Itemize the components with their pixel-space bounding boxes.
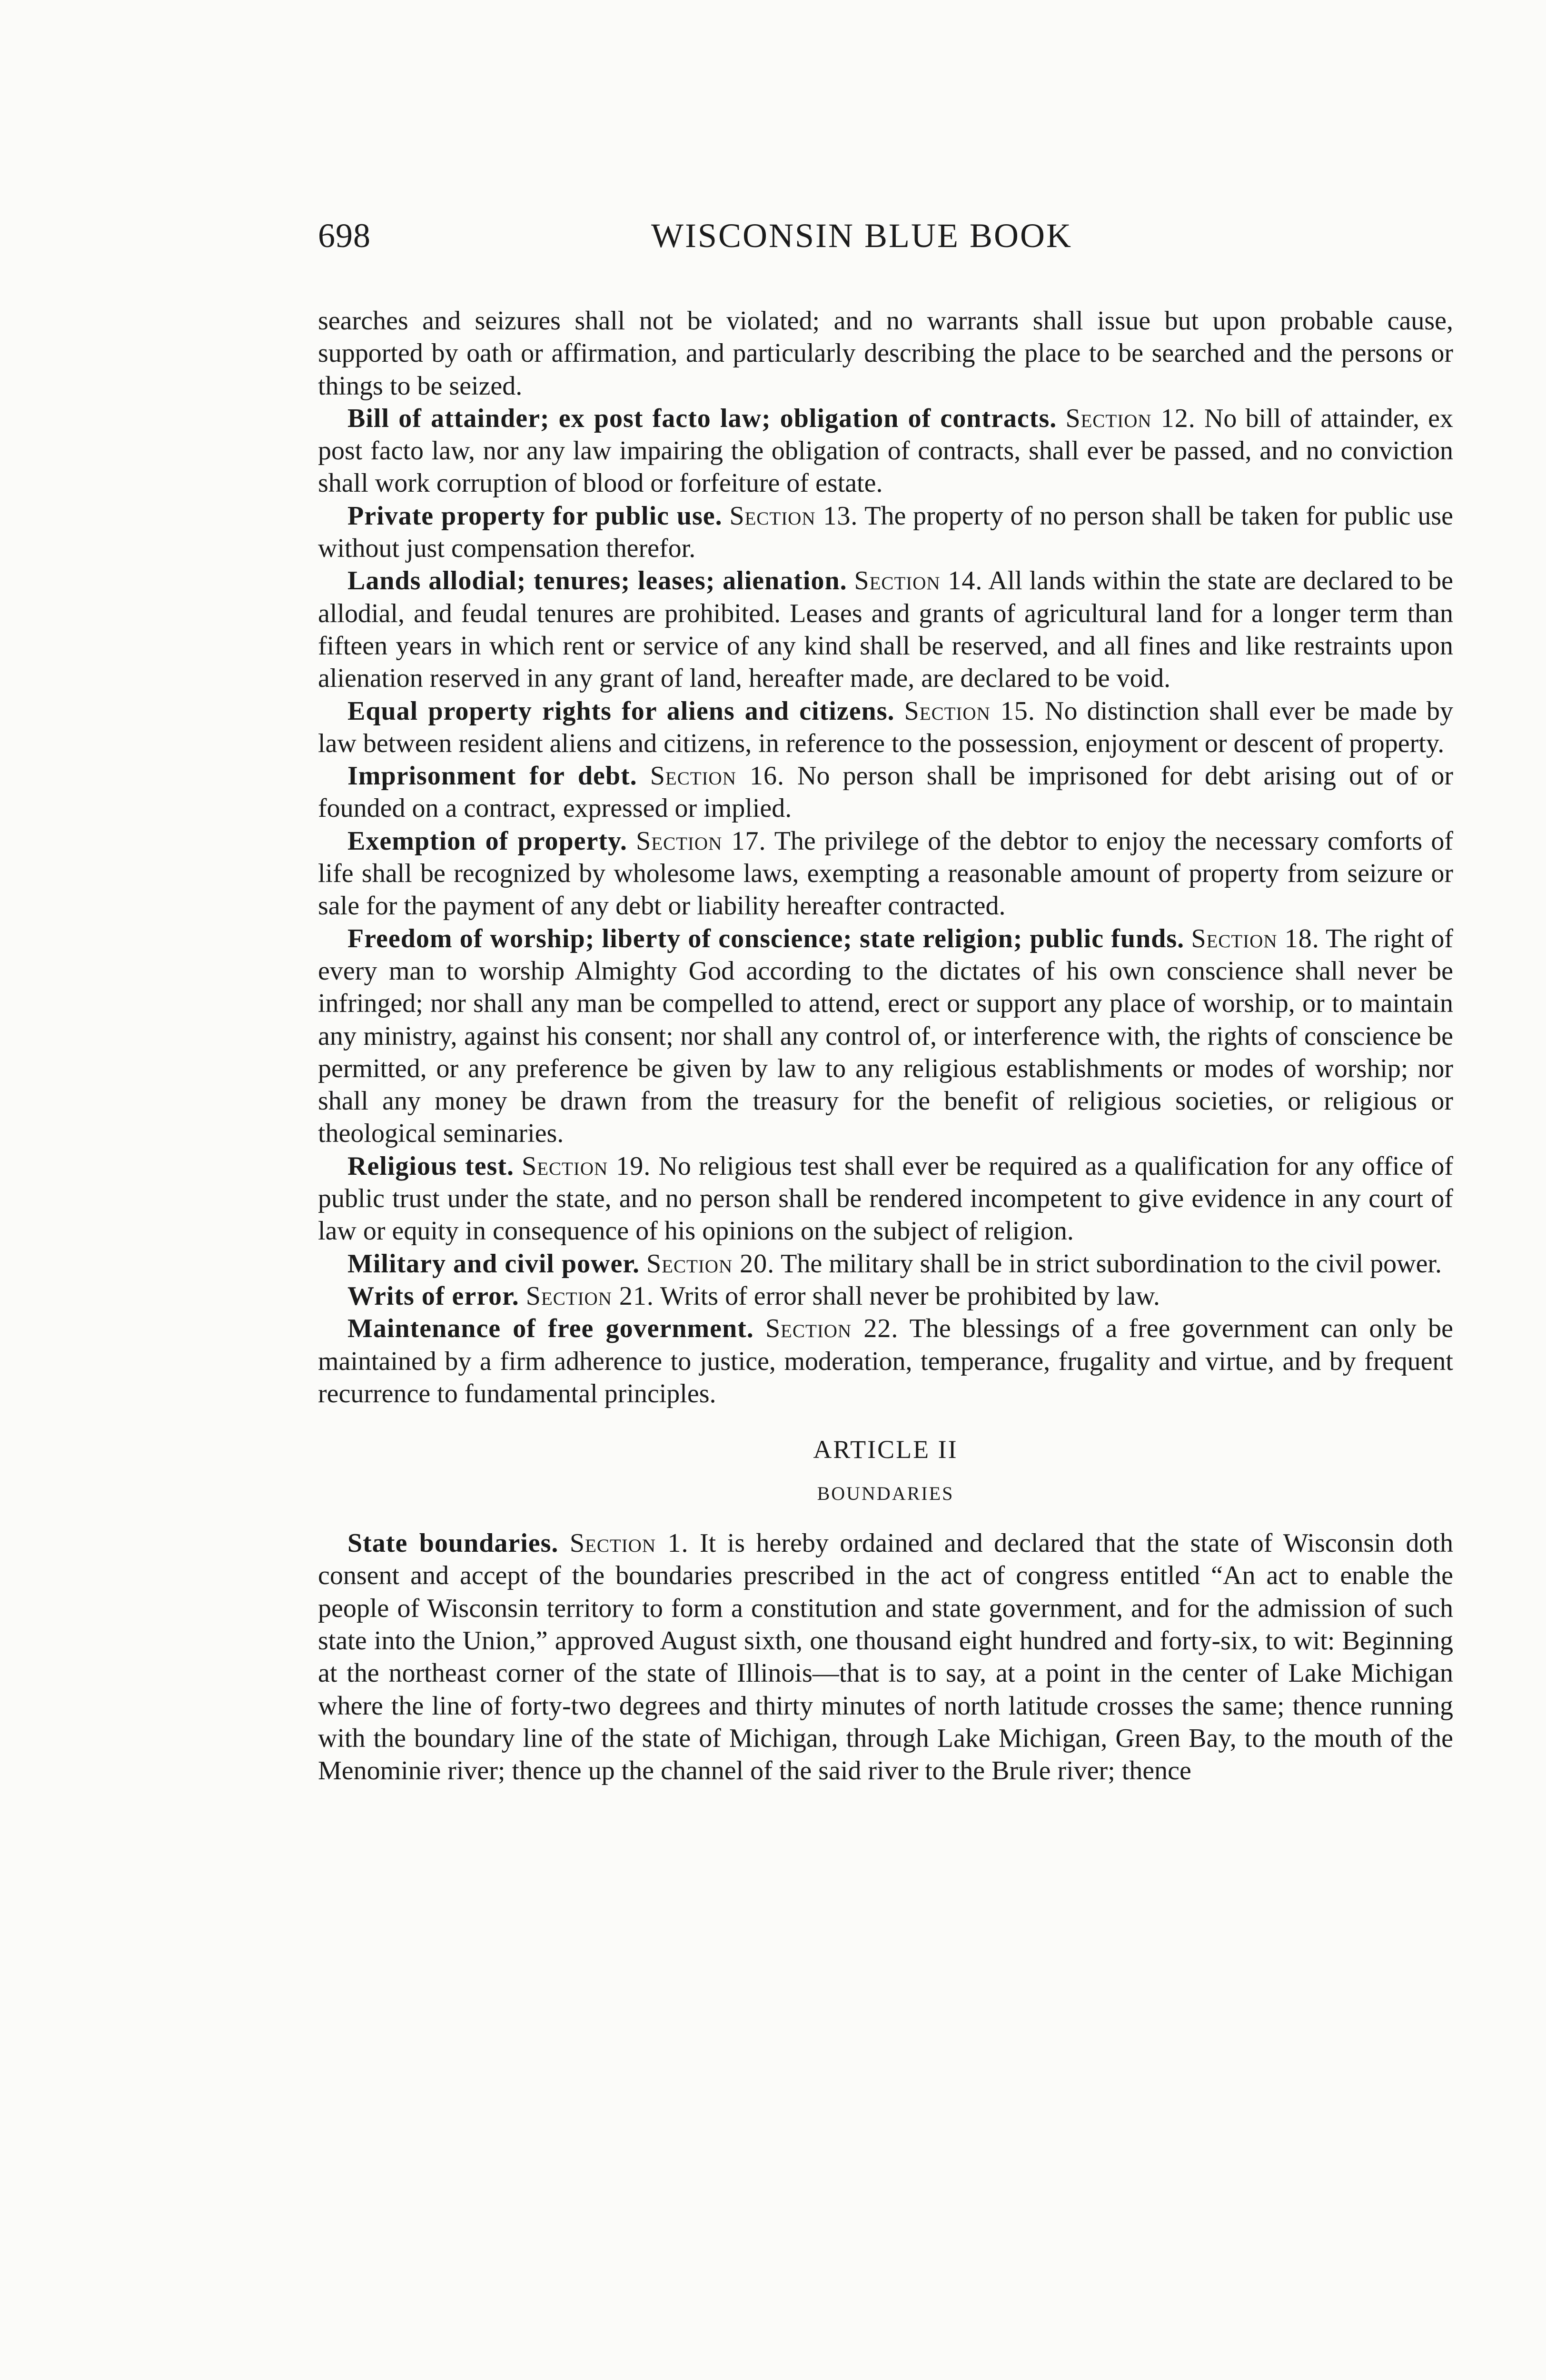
running-title: WISCONSIN BLUE BOOK <box>651 217 1072 255</box>
section-text: No religious test shall ever be required as a qualification for any office of public trust under the state, and no person shall be rendered incompetent to give evidence in any court of law or equity in consequence of his opinions on the subject of religion. <box>318 1151 1454 1246</box>
section-paragraph <box>318 500 1453 565</box>
section-number: Section 14. <box>854 566 983 596</box>
section-heading: Military and civil power. <box>347 1249 640 1279</box>
section-heading: Freedom of worship; liberty of conscience; state religion; public funds. <box>347 923 1185 953</box>
body-text <box>318 305 1453 1787</box>
section-text: No distinction shall ever be made by law between resident aliens and citizens, in reference to the possession, enjoyment or descent of property. <box>318 696 1453 758</box>
section-paragraph <box>318 1150 1453 1248</box>
page-header <box>318 209 1453 262</box>
section-number: Section 13. <box>729 501 858 531</box>
article-title: ARTICLE II <box>813 1435 958 1464</box>
section-heading: Exemption of property. <box>347 826 627 856</box>
section-heading: Equal property rights for aliens and citizens. <box>347 696 895 726</box>
section-paragraph <box>318 1527 1453 1787</box>
section-text: No bill of attainder, ex post facto law, nor any law impairing the obligation of contracts, shall ever be passed, and no conviction shall work corruption of blood or forfeiture of estate. <box>318 403 1454 498</box>
section-heading: Private property for public use. <box>347 501 723 531</box>
section-paragraph <box>318 825 1453 922</box>
section-text: The right of every man to worship Almighty God according to the dictates of his own conscience shall never be infringed; nor shall any man be compelled to attend, erect or support any place of worship, or to maintain any ministry, against his consent; nor shall any control of, or interference with, the rights of conscience be permitted, or any preference be given by law to any religious establishments or modes of worship; nor shall any money be drawn from the treasury for the benefit of religious societies, or religious or theological seminaries. <box>318 923 1453 1149</box>
opening-paragraph: searches and seizures shall not be violated; and no warrants shall issue but upon probable cause, supported by oath or affirmation, and particularly describing the place to be searched and the persons or things to be seized. <box>318 306 1453 401</box>
section-heading: Bill of attainder; ex post facto law; obligation of contracts. <box>347 403 1057 433</box>
section-heading: Lands allodial; tenures; leases; alienation. <box>347 566 847 596</box>
section-paragraph <box>318 565 1453 694</box>
section-number: Section 20. <box>646 1249 775 1279</box>
section-heading: Maintenance of free government. <box>347 1314 754 1344</box>
section-number: Section 18. <box>1191 923 1319 953</box>
section-heading: State boundaries. <box>347 1528 559 1558</box>
section-heading: Imprisonment for debt. <box>347 761 637 791</box>
section-paragraph <box>318 1248 1453 1280</box>
section-paragraph <box>318 1312 1453 1410</box>
section-heading: Religious test. <box>347 1151 514 1181</box>
section-number: Section 15. <box>904 696 1035 726</box>
section-text: Writs of error shall never be prohibited by law. <box>660 1281 1160 1311</box>
section-number: Section 17. <box>636 826 766 856</box>
section-text: The blessings of a free government can only be maintained by a firm adherence to justice, moderation, temperance, frugality and virtue, and by frequent recurrence to fundamental principles. <box>318 1314 1454 1408</box>
section-text: The property of no person shall be taken for public use without just compensation therefor. <box>318 501 1454 564</box>
article-subtitle: BOUNDARIES <box>817 1483 954 1505</box>
section-text: The military shall be in strict subordination to the civil power. <box>781 1249 1442 1279</box>
section-number: Section 1. <box>569 1528 689 1558</box>
section-paragraph <box>318 760 1453 825</box>
section-text: All lands within the state are declared to be allodial, and feudal tenures are prohibited. Leases and grants of agricultural land for a longer term than fifteen years in which rent or service of any kind shall be reserved, and all fines and like restraints upon alienation reserved in any grant of land, hereafter made, are declared to be void. <box>318 566 1453 694</box>
section-number: Section 21. <box>525 1281 654 1311</box>
section-number: Section 16. <box>650 761 784 791</box>
section-paragraph <box>318 922 1453 1150</box>
section-paragraph <box>318 695 1453 760</box>
section-text: No person shall be imprisoned for debt arising out of or founded on a contract, expressed or implied. <box>318 761 1454 823</box>
page-number: 698 <box>318 217 371 255</box>
section-heading: Writs of error. <box>347 1281 519 1311</box>
section-text: The privilege of the debtor to enjoy the necessary comforts of life shall be recognized by wholesome laws, exempting a reasonable amount of property from seizure or sale for the payment of any debt or liability hereafter contracted. <box>318 826 1454 921</box>
section-number: Section 22. <box>765 1314 899 1344</box>
section-text: It is hereby ordained and declared that the state of Wisconsin doth consent and accept of the boundaries prescribed in the act of congress entitled “An act to enable the people of Wisconsin territory to form a constitution and state government, and for the admission of such state into the Union,” approved August sixth, one thousand eight hundred and forty-six, to wit: Beginning at the northeast corner of the state of Illinois—that is to say, at a point in the center of Lake Michigan where the line of forty-two degrees and thirty minutes of north latitude crosses the same; thence running with the boundary line of the state of Michigan, through Lake Michigan, Green Bay, to the mouth of the Menominie river; thence up the channel of the said river to the Brule river; thence <box>318 1528 1454 1786</box>
section-paragraph <box>318 1280 1453 1312</box>
section-number: Section 19. <box>522 1151 651 1181</box>
section-number: Section 12. <box>1065 403 1196 433</box>
section-paragraph <box>318 402 1453 500</box>
